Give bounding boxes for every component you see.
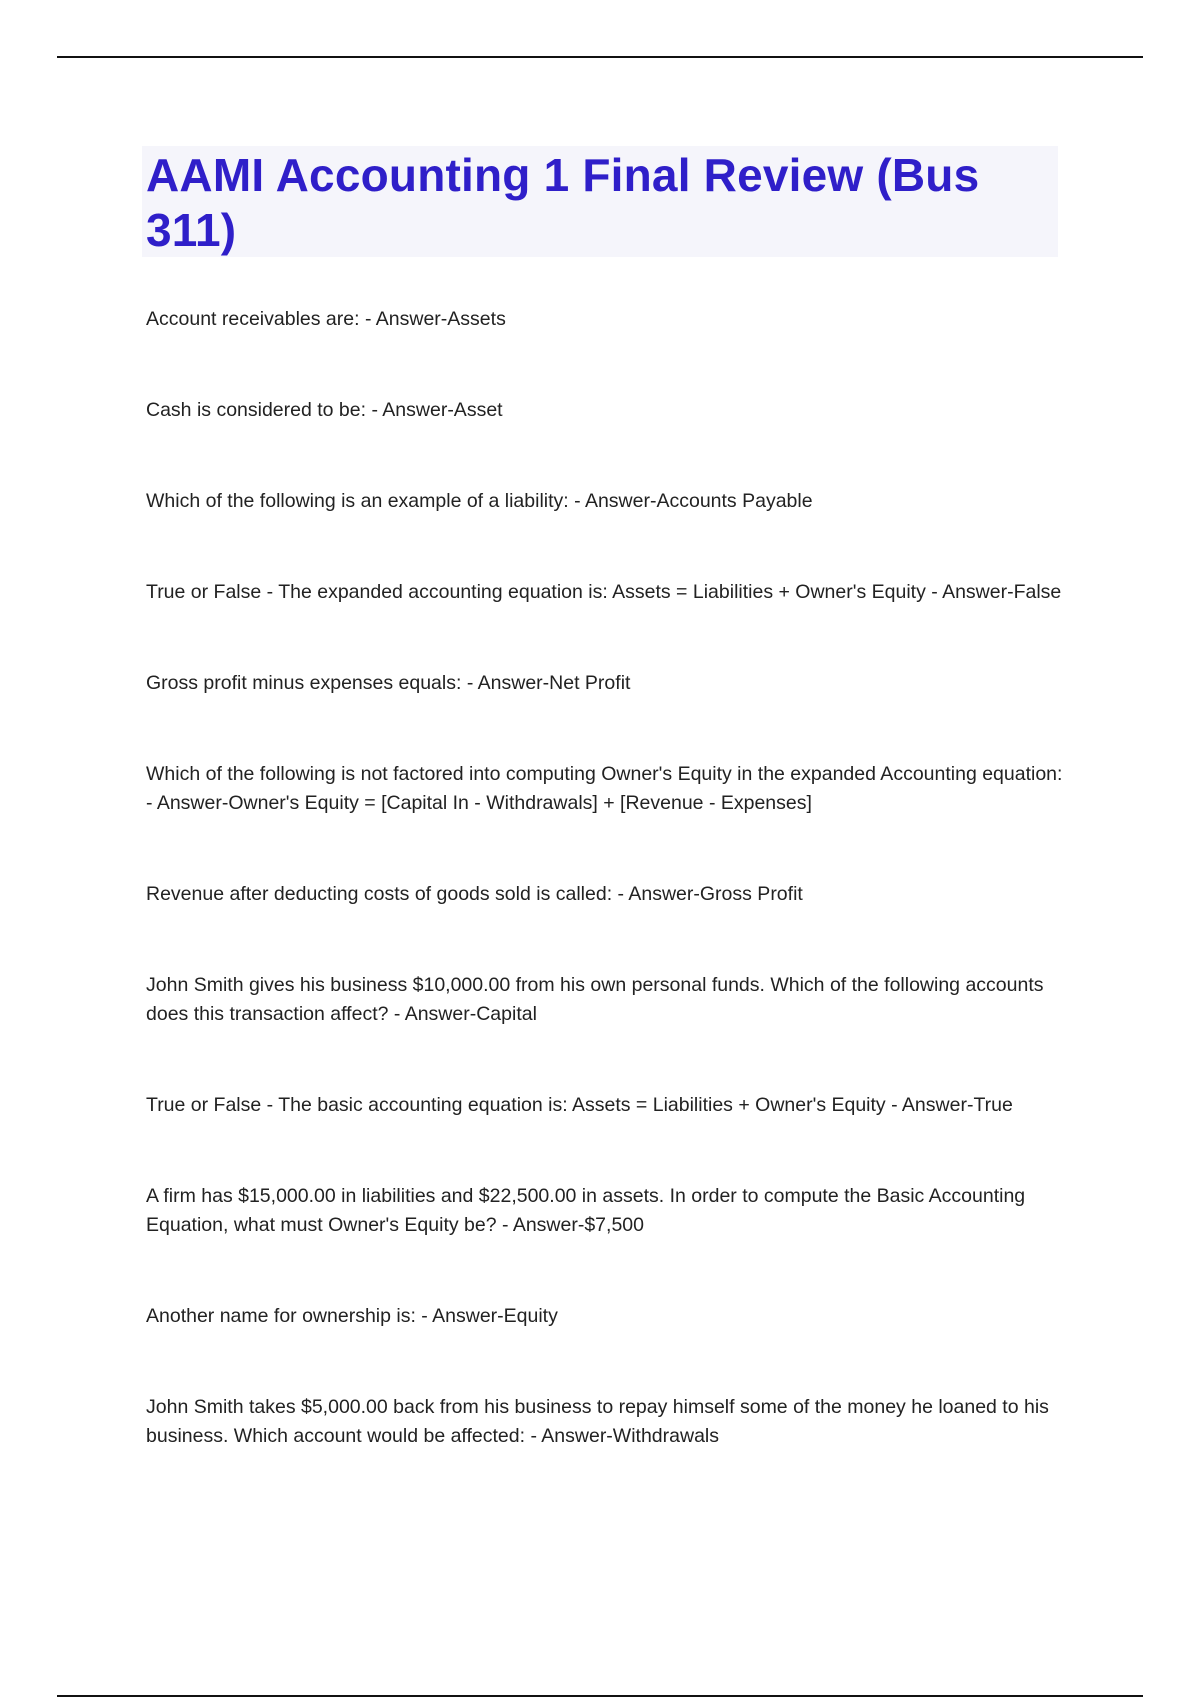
qa-item: True or False - The expanded accounting equation is: Assets = Liabilities + Owner's Equity - Answer-False: [146, 581, 1062, 603]
qa-item: John Smith takes $5,000.00 back from his business to repay himself some of the money he loaned to his business. Which account would be affected: - Answer-Withdrawals: [146, 1396, 1049, 1447]
qa-item: Revenue after deducting costs of goods sold is called: - Answer-Gross Profit: [146, 883, 803, 905]
qa-item: A firm has $15,000.00 in liabilities and $22,500.00 in assets. In order to compute the Basic Accounting Equation, what must Owner's Equity be? - Answer-$7,500: [146, 1185, 1026, 1236]
qa-item: Cash is considered to be: - Answer-Asset: [146, 399, 503, 421]
qa-item: Another name for ownership is: - Answer-Equity: [146, 1305, 558, 1327]
qa-item: Which of the following is an example of a liability: - Answer-Accounts Payable: [146, 490, 813, 512]
qa-list: [146, 305, 1066, 1451]
page-bottom-rule: [57, 1695, 1143, 1697]
qa-item: Gross profit minus expenses equals: - Answer-Net Profit: [146, 672, 631, 694]
page-title: AAMI Accounting 1 Final Review (Bus 311): [146, 149, 980, 256]
title-banner: [142, 146, 1058, 257]
qa-item: Account receivables are: - Answer-Assets: [146, 308, 506, 330]
qa-item: John Smith gives his business $10,000.00 from his own personal funds. Which of the following accounts does this transaction affect? - Answer-Capital: [146, 974, 1044, 1025]
page-top-rule: [57, 56, 1143, 58]
qa-item: Which of the following is not factored into computing Owner's Equity in the expanded Accounting equation: - Answer-Owner's Equity = [Capital In - Withdrawals] + [Revenue - Expenses]: [146, 763, 1063, 814]
qa-item: True or False - The basic accounting equation is: Assets = Liabilities + Owner's Equity - Answer-True: [146, 1094, 1013, 1116]
